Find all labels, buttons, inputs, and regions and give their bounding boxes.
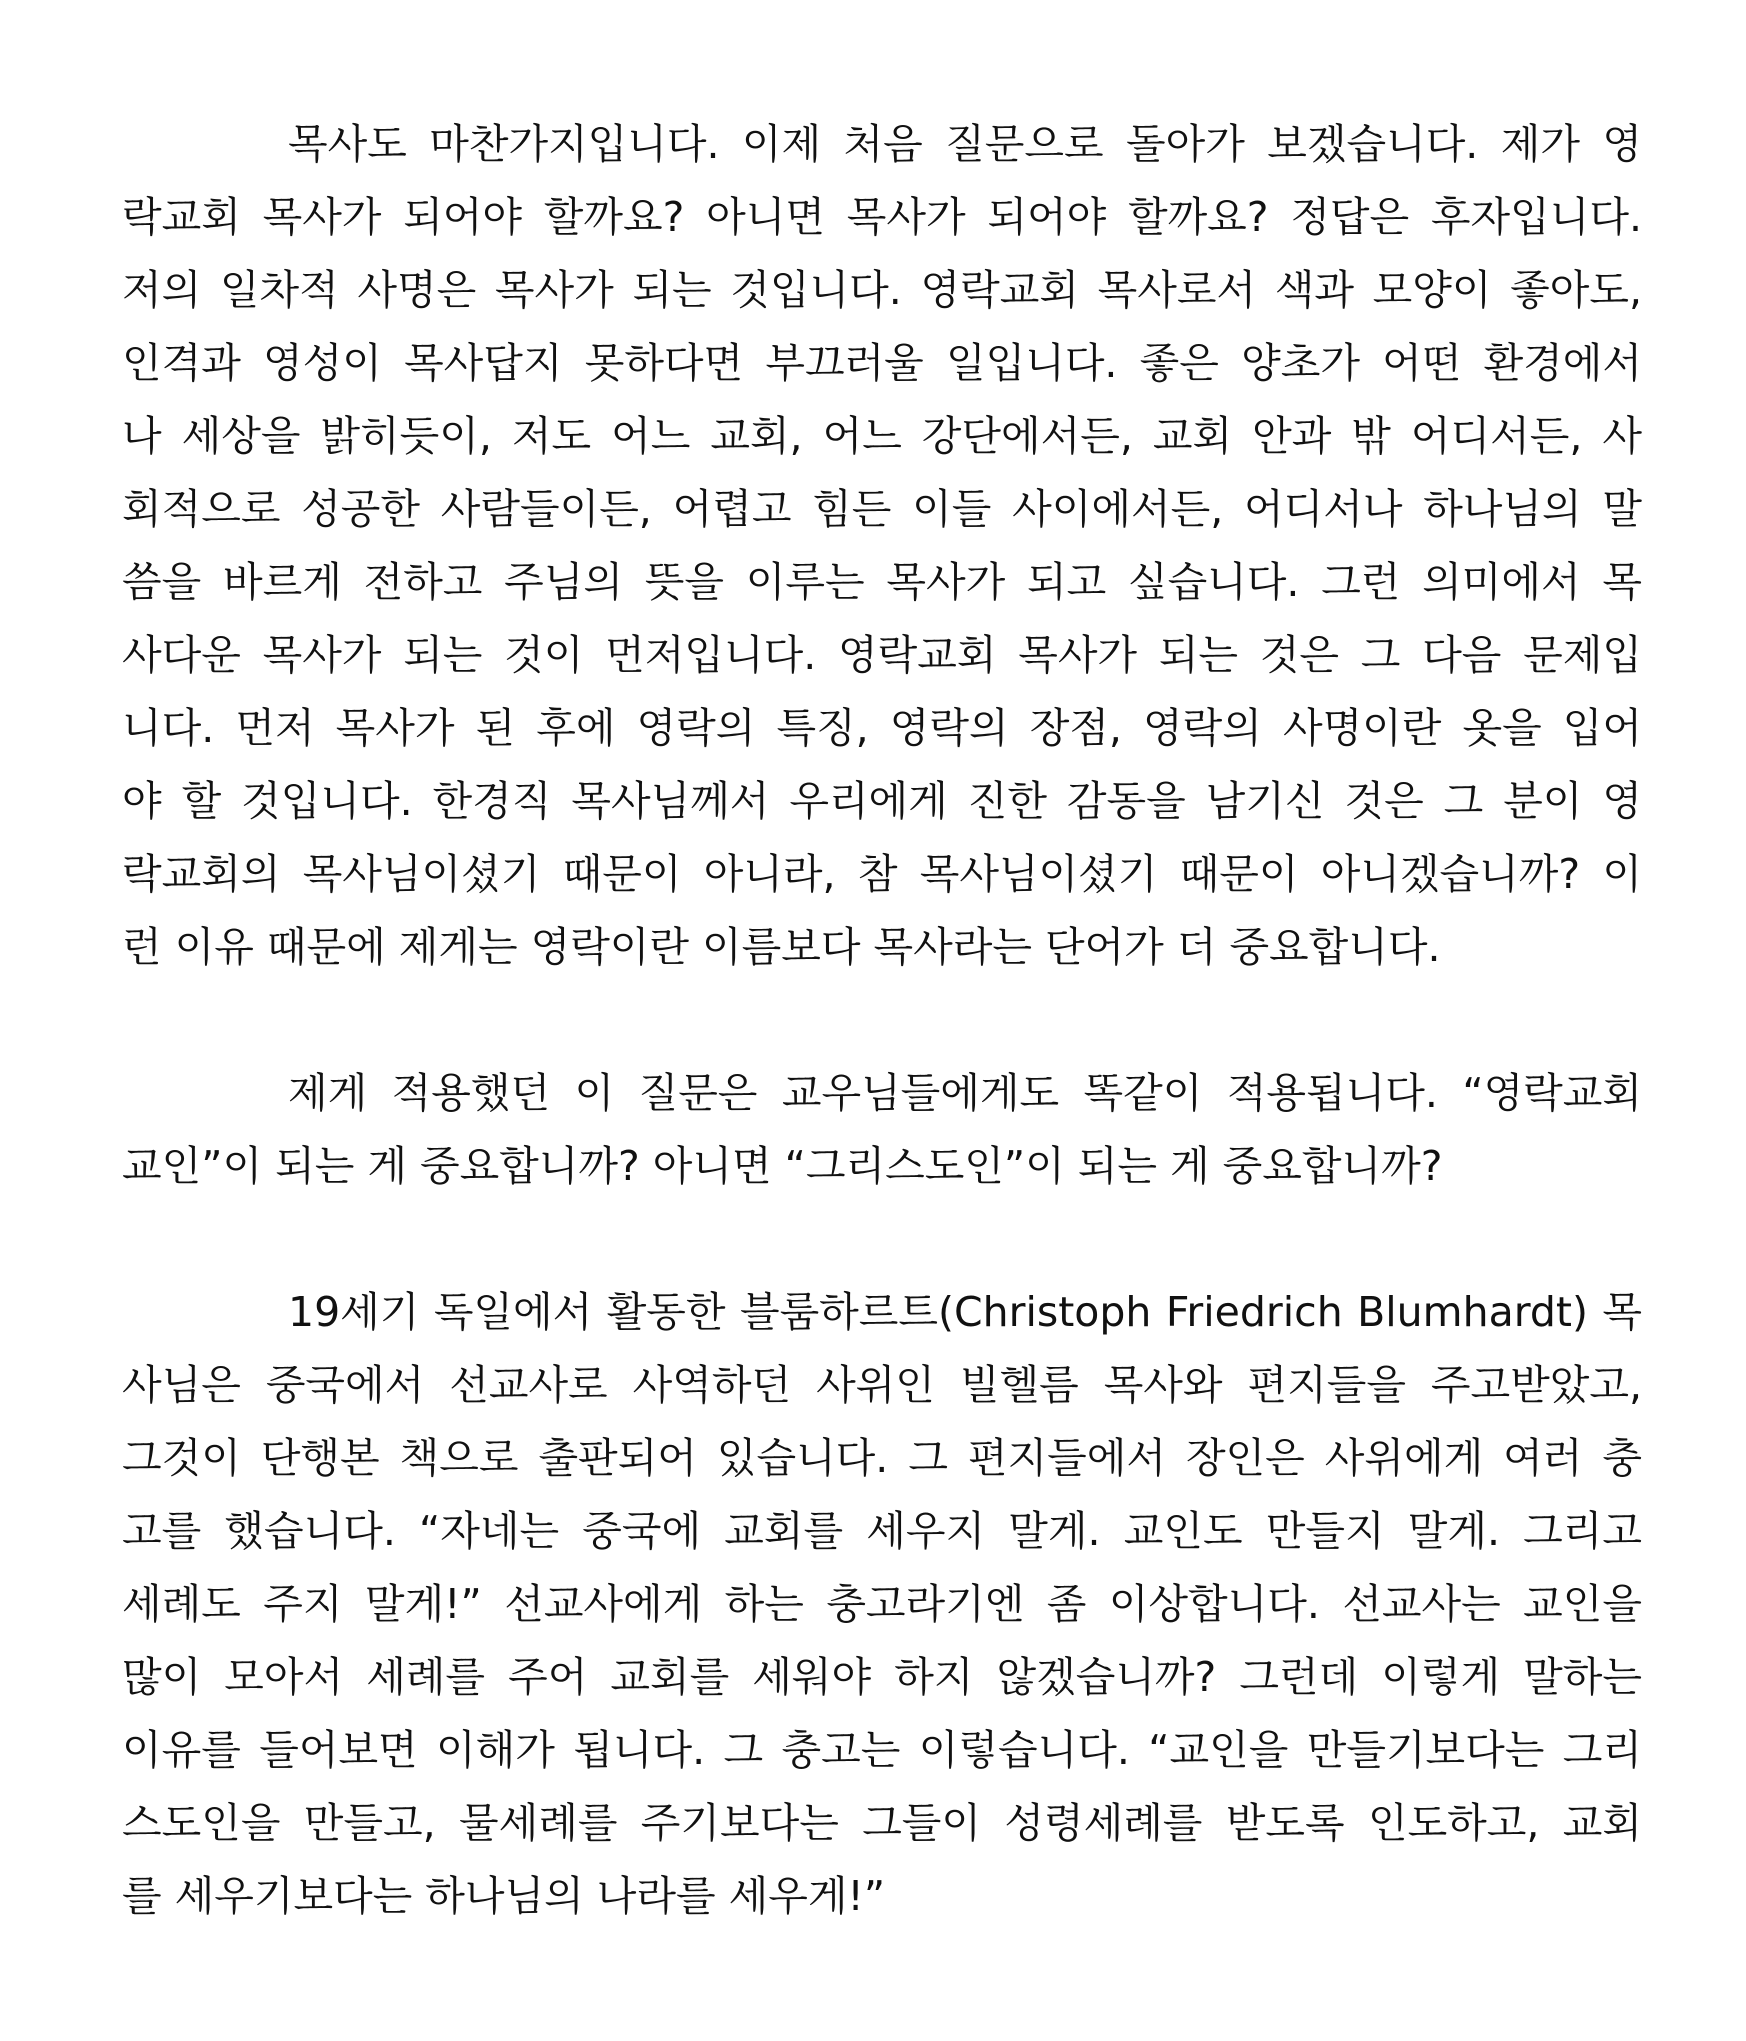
paragraph-spacer	[122, 1203, 1642, 1276]
text-line: 인격과 영성이 목사답지 못하다면 부끄러울 일입니다. 좋은 양초가 어떤 환경에서	[122, 339, 1642, 387]
text-line: 나 세상을 밝히듯이, 저도 어느 교회, 어느 강단에서든, 교회 안과 밖 어디서든, 사	[122, 412, 1642, 460]
text-line: 런 이유 때문에 제게는 영락이란 이름보다 목사라는 단어가 더 중요합니다.	[122, 923, 1441, 971]
text-line: 니다. 먼저 목사가 된 후에 영락의 특징, 영락의 장점, 영락의 사명이란 옷을 입어	[122, 704, 1642, 752]
text-line: 목사도 마찬가지입니다. 이제 처음 질문으로 돌아가 보겠습니다. 제가 영	[288, 120, 1642, 168]
text-line: 락교회 목사가 되어야 할까요? 아니면 목사가 되어야 할까요? 정답은 후자입니다.	[122, 193, 1642, 241]
paragraph-3	[122, 1276, 1642, 1933]
text-line: 스도인을 만들고, 물세례를 주기보다는 그들이 성령세례를 받도록 인도하고, 교회	[122, 1799, 1642, 1847]
text-line: 사다운 목사가 되는 것이 먼저입니다. 영락교회 목사가 되는 것은 그 다음 문제입	[122, 631, 1642, 679]
text-line: 회적으로 성공한 사람들이든, 어렵고 힘든 이들 사이에서든, 어디서나 하나님의 말	[122, 485, 1642, 533]
paragraph-2	[122, 1057, 1642, 1203]
text-line: 많이 모아서 세례를 주어 교회를 세워야 하지 않겠습니까? 그런데 이렇게 말하는	[122, 1653, 1642, 1701]
document-page	[122, 108, 1642, 1933]
text-line: 19세기 독일에서 활동한 블룸하르트(Christoph Friedrich Blumhardt) 목	[288, 1288, 1642, 1336]
paragraph-1	[122, 108, 1642, 984]
text-line: 저의 일차적 사명은 목사가 되는 것입니다. 영락교회 목사로서 색과 모양이 좋아도,	[122, 266, 1642, 314]
text-line: 사님은 중국에서 선교사로 사역하던 사위인 빌헬름 목사와 편지들을 주고받았고,	[122, 1361, 1642, 1409]
text-line: 야 할 것입니다. 한경직 목사님께서 우리에게 진한 감동을 남기신 것은 그 분이 영	[122, 777, 1642, 825]
text-line: 이유를 들어보면 이해가 됩니다. 그 충고는 이렇습니다. “교인을 만들기보다는 그리	[122, 1726, 1642, 1774]
text-line: 락교회의 목사님이셨기 때문이 아니라, 참 목사님이셨기 때문이 아니겠습니까? 이	[122, 850, 1642, 898]
paragraph-spacer	[122, 984, 1642, 1057]
text-line: 를 세우기보다는 하나님의 나라를 세우게!”	[122, 1872, 886, 1920]
text-line: 제게 적용했던 이 질문은 교우님들에게도 똑같이 적용됩니다. “영락교회	[288, 1069, 1642, 1117]
text-line: 그것이 단행본 책으로 출판되어 있습니다. 그 편지들에서 장인은 사위에게 여러 충	[122, 1434, 1642, 1482]
text-line: 씀을 바르게 전하고 주님의 뜻을 이루는 목사가 되고 싶습니다. 그런 의미에서 목	[122, 558, 1642, 606]
text-line: 교인”이 되는 게 중요합니까? 아니면 “그리스도인”이 되는 게 중요합니까?	[122, 1142, 1443, 1190]
text-line: 고를 했습니다. “자네는 중국에 교회를 세우지 말게. 교인도 만들지 말게. 그리고	[122, 1507, 1642, 1555]
text-line: 세례도 주지 말게!” 선교사에게 하는 충고라기엔 좀 이상합니다. 선교사는 교인을	[122, 1580, 1642, 1628]
